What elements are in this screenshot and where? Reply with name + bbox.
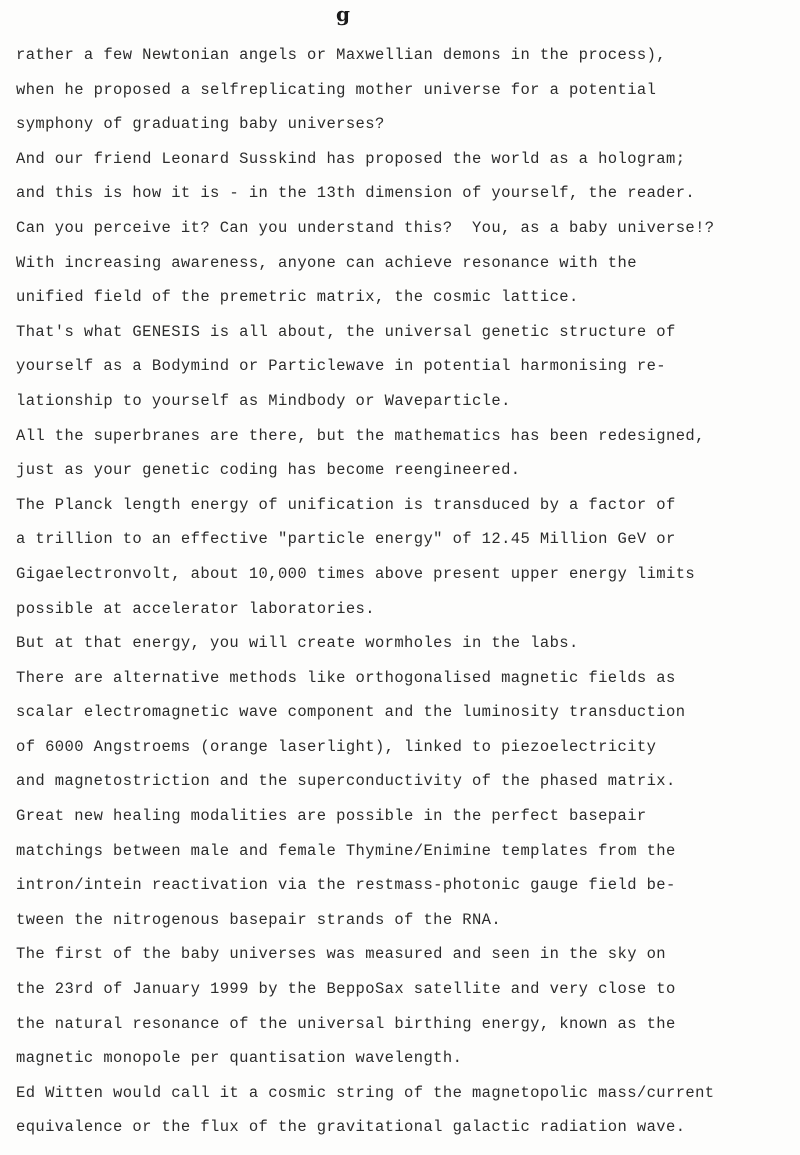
text-line: yourself as a Bodymind or Particlewave in potential harmonising re- [16,357,667,376]
text-line: the natural resonance of the universal birthing energy, known as the [16,1014,676,1033]
text-line: and magnetostriction and the superconductivity of the phased matrix. [16,772,676,791]
text-line: symphony of graduating baby universes? [16,115,385,134]
text-line: possible at accelerator laboratories. [16,599,375,618]
text-line: magnetic monopole per quantisation wavelength. [16,1049,463,1068]
text-line: lationship to yourself as Mindbody or Waveparticle. [16,391,511,410]
text-line: and this is how it is - in the 13th dimension of yourself, the reader. [16,184,696,203]
text-line: And our friend Leonard Susskind has proposed the world as a hologram; [16,149,686,168]
text-line: the 23rd of January 1999 by the BeppoSax satellite and very close to [16,980,676,999]
text-line: rather a few Newtonian angels or Maxwellian demons in the process), [16,46,667,64]
text-line: The Planck length energy of unification is transduced by a factor of [16,495,676,514]
text-line: a trillion to an effective "particle energy" of 12.45 Million GeV or [16,530,676,549]
text-line: unified field of the premetric matrix, the cosmic lattice. [16,288,579,307]
text-line: That's what GENESIS is all about, the universal genetic structure of [16,322,676,341]
body-text [16,38,796,1145]
text-line: of 6000 Angstroems (orange laserlight), linked to piezoelectricity [16,737,657,756]
text-line: Ed Witten would call it a cosmic string of the magnetopolic mass/current [16,1083,715,1102]
text-line: scalar electromagnetic wave component and the luminosity transduction [16,703,686,722]
text-line: matchings between male and female Thymine/Enimine templates from the [16,841,676,860]
text-line: But at that energy, you will create wormholes in the labs. [16,634,579,653]
text-line: With increasing awareness, anyone can achieve resonance with the [16,253,637,272]
page-number: g [336,2,350,26]
text-line: when he proposed a selfreplicating mother universe for a potential [16,80,657,99]
text-line: The first of the baby universes was measured and seen in the sky on [16,945,667,964]
text-line: tween the nitrogenous basepair strands of the RNA. [16,910,502,929]
text-line: just as your genetic coding has become reengineered. [16,461,521,480]
text-line: Great new healing modalities are possible in the perfect basepair [16,807,647,826]
text-line: All the superbranes are there, but the mathematics has been redesigned, [16,426,705,445]
text-line: intron/intein reactivation via the restmass-photonic gauge field be- [16,876,676,895]
text-line: Gigaelectronvolt, about 10,000 times above present upper energy limits [16,564,696,583]
text-line: equivalence or the flux of the gravitational galactic radiation wave. [16,1118,686,1137]
text-line: There are alternative methods like orthogonalised magnetic fields as [16,668,676,687]
text-line: Can you perceive it? Can you understand this? You, as a baby universe!? [16,218,715,237]
